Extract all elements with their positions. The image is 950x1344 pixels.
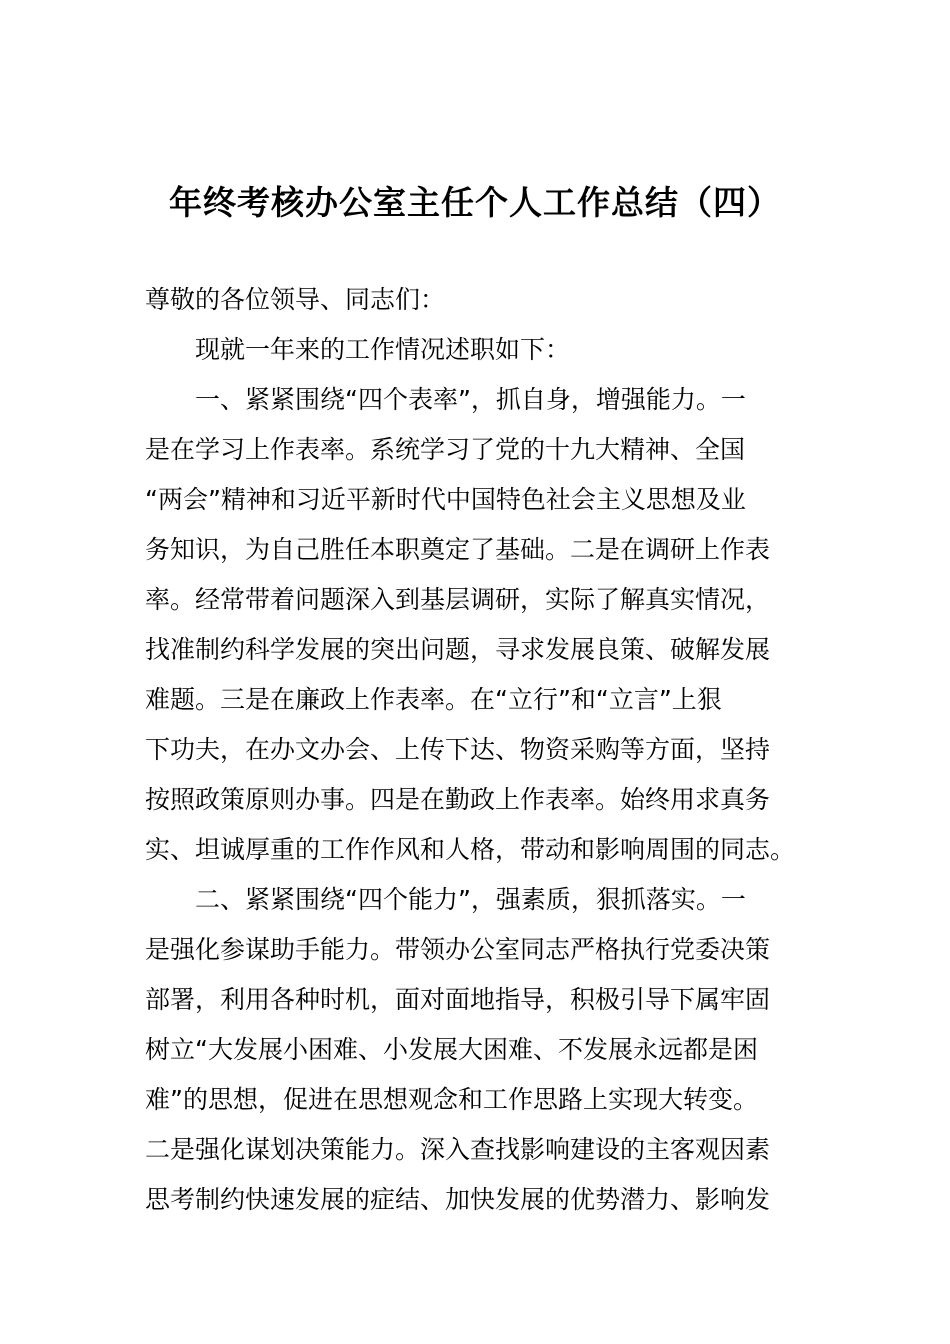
body-line: 实、坦诚厚重的工作作风和人格，带动和影响周围的同志。 <box>145 835 796 864</box>
intro-line: 现就一年来的工作情况述职如下： <box>195 335 571 364</box>
body-line: 率。经常带着问题深入到基层调研，实际了解真实情况， <box>145 585 771 614</box>
body-line: 二、紧紧围绕“四个能力”，强素质，狠抓落实。一 <box>195 885 746 914</box>
body-line: 下功夫，在办文办会、上传下达、物资采购等方面，坚持 <box>145 735 771 764</box>
body-line: 是强化参谋助手能力。带领办公室同志严格执行党委决策 <box>145 935 771 964</box>
body-line: 部署，利用各种时机，面对面地指导，积极引导下属牢固 <box>145 985 771 1014</box>
body-line: 二是强化谋划决策能力。深入查找影响建设的主客观因素 <box>145 1135 771 1164</box>
body-line: 思考制约快速发展的症结、加快发展的优势潜力、影响发 <box>145 1185 771 1214</box>
body-line: 务知识，为自己胜任本职奠定了基础。二是在调研上作表 <box>145 535 771 564</box>
body-line: 按照政策原则办事。四是在勤政上作表率。始终用求真务 <box>145 785 771 814</box>
document-title: 年终考核办公室主任个人工作总结（四） <box>169 183 781 222</box>
body-line: 难题。三是在廉政上作表率。在“立行”和“立言”上狠 <box>145 685 722 714</box>
body-line: 难”的思想，促进在思想观念和工作思路上实现大转变。 <box>145 1085 758 1114</box>
salutation-line: 尊敬的各位领导、同志们： <box>145 285 446 314</box>
body-line: 一、紧紧围绕“四个表率”，抓自身，增强能力。一 <box>195 385 746 414</box>
body-line: 树立“大发展小困难、小发展大困难、不发展永远都是困 <box>145 1035 758 1064</box>
document-body <box>145 275 815 1225</box>
body-line: “两会”精神和习近平新时代中国特色社会主义思想及业 <box>145 485 746 514</box>
body-line: 找准制约科学发展的突出问题，寻求发展良策、破解发展 <box>145 635 771 664</box>
body-line: 是在学习上作表率。系统学习了党的十九大精神、全国 <box>145 435 746 464</box>
